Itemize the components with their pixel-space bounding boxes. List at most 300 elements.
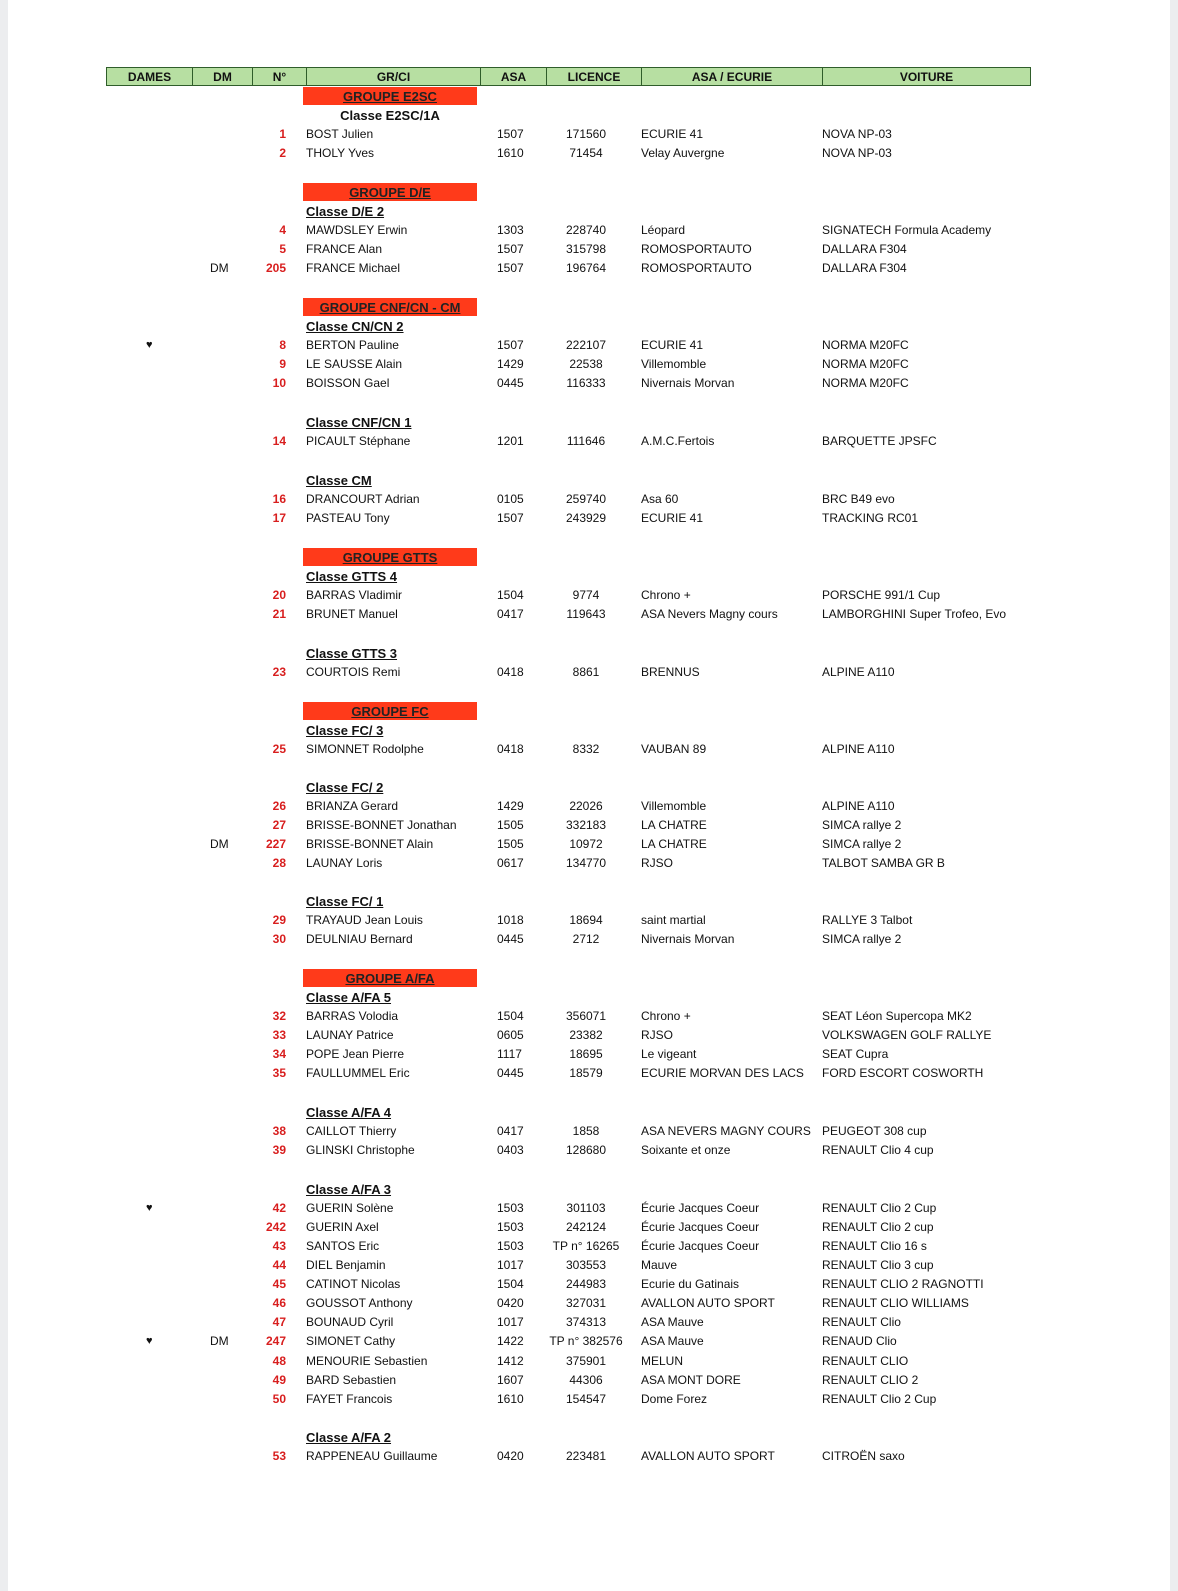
race-number: 247 xyxy=(265,1334,286,1348)
ecurie-name: ROMOSPORTAUTO xyxy=(641,242,752,256)
ecurie-name: Asa 60 xyxy=(641,492,679,506)
table-row xyxy=(8,1045,1170,1064)
car-model: BRC B49 evo xyxy=(822,492,895,506)
table-row xyxy=(8,355,1170,374)
table-row xyxy=(8,259,1170,278)
licence-number: TP n° 16265 xyxy=(552,1239,620,1253)
table-row xyxy=(8,586,1170,605)
ecurie-name: ASA MONT DORE xyxy=(641,1373,741,1387)
ecurie-name: ECURIE MORVAN DES LACS xyxy=(641,1066,804,1080)
header-asa-ecurie: ASA / ECURIE xyxy=(642,68,823,85)
table-row xyxy=(8,1390,1170,1409)
dm-marker: DM xyxy=(210,261,229,275)
ecurie-name: ASA NEVERS MAGNY COURS xyxy=(641,1124,811,1138)
licence-number: 242124 xyxy=(565,1220,607,1234)
ecurie-name: ASA Mauve xyxy=(641,1334,704,1348)
group-heading: GROUPE A/FA xyxy=(303,969,477,987)
asa-code: 0605 xyxy=(497,1028,524,1042)
driver-name: SIMONNET Rodolphe xyxy=(306,742,424,756)
driver-name: SANTOS Eric xyxy=(306,1239,380,1253)
car-model: TALBOT SAMBA GR B xyxy=(822,856,945,870)
car-model: RALLYE 3 Talbot xyxy=(822,913,913,927)
asa-code: 0417 xyxy=(497,1124,524,1138)
group-heading: GROUPE CNF/CN - CM xyxy=(303,298,477,316)
asa-code: 1429 xyxy=(497,799,524,813)
table-row xyxy=(8,1064,1170,1083)
licence-number: 44306 xyxy=(569,1373,603,1387)
header-dames: DAMES xyxy=(107,68,193,85)
race-number: 242 xyxy=(265,1220,286,1234)
race-number: 47 xyxy=(272,1315,286,1329)
licence-number: 2712 xyxy=(572,932,600,946)
driver-name: BARRAS Vladimir xyxy=(306,588,403,602)
ecurie-name: Écurie Jacques Coeur xyxy=(641,1239,760,1253)
header-number: N° xyxy=(253,68,307,85)
asa-code: 1412 xyxy=(497,1354,524,1368)
race-number: 48 xyxy=(272,1354,286,1368)
car-model: NOVA NP-03 xyxy=(822,146,892,160)
table-row xyxy=(8,490,1170,509)
asa-code: 1303 xyxy=(497,223,524,237)
table-row xyxy=(8,374,1170,393)
licence-number: 22026 xyxy=(569,799,603,813)
car-model: SIMCA rallye 2 xyxy=(822,837,902,851)
table-row xyxy=(8,911,1170,930)
car-model: RENAULT Clio 2 Cup xyxy=(822,1201,937,1215)
table-row xyxy=(8,1199,1170,1218)
driver-name: GLINSKI Christophe xyxy=(306,1143,415,1157)
asa-code: 1117 xyxy=(497,1047,522,1061)
ecurie-name: RJSO xyxy=(641,1028,674,1042)
driver-name: DIEL Benjamin xyxy=(306,1258,386,1272)
driver-name: POPE Jean Pierre xyxy=(306,1047,405,1061)
table-row xyxy=(8,605,1170,624)
asa-code: 1503 xyxy=(497,1239,524,1253)
car-model: RENAULT CLIO xyxy=(822,1354,909,1368)
licence-number: 303553 xyxy=(565,1258,607,1272)
car-model: DALLARA F304 xyxy=(822,242,907,256)
ecurie-name: Soixante et onze xyxy=(641,1143,731,1157)
asa-code: 1422 xyxy=(497,1334,524,1348)
race-number: 43 xyxy=(272,1239,286,1253)
race-number: 30 xyxy=(272,932,286,946)
car-model: RENAULT CLIO WILLIAMS xyxy=(822,1296,969,1310)
class-heading: Classe E2SC/1A xyxy=(340,108,440,123)
car-model: PEUGEOT 308 cup xyxy=(822,1124,927,1138)
race-number: 205 xyxy=(265,261,286,275)
asa-code: 0403 xyxy=(497,1143,524,1157)
dm-marker: DM xyxy=(210,1334,229,1348)
licence-number: 128680 xyxy=(565,1143,607,1157)
driver-name: BRISSE-BONNET Jonathan xyxy=(306,818,457,832)
asa-code: 1201 xyxy=(497,434,524,448)
table-row xyxy=(8,816,1170,835)
licence-number: 171560 xyxy=(565,127,607,141)
licence-number: 71454 xyxy=(569,146,603,160)
asa-code: 1504 xyxy=(497,1009,524,1023)
asa-code: 0418 xyxy=(497,665,524,679)
licence-number: 244983 xyxy=(565,1277,607,1291)
dames-heart-icon: ♥ xyxy=(146,1202,153,1214)
class-heading: Classe CM xyxy=(306,473,372,488)
licence-number: 8332 xyxy=(572,742,600,756)
race-number: 16 xyxy=(272,492,286,506)
ecurie-name: AVALLON AUTO SPORT xyxy=(641,1449,775,1463)
asa-code: 0420 xyxy=(497,1296,524,1310)
ecurie-name: saint martial xyxy=(641,913,706,927)
licence-number: 1858 xyxy=(572,1124,600,1138)
class-heading: Classe FC/ 2 xyxy=(306,780,384,795)
driver-name: TRAYAUD Jean Louis xyxy=(306,913,423,927)
table-row xyxy=(8,1294,1170,1313)
car-model: RENAULT Clio 3 cup xyxy=(822,1258,934,1272)
driver-name: MENOURIE Sebastien xyxy=(306,1354,428,1368)
car-model: RENAULT Clio xyxy=(822,1315,901,1329)
driver-name: GUERIN Axel xyxy=(306,1220,379,1234)
asa-code: 1507 xyxy=(497,261,524,275)
driver-name: DEULNIAU Bernard xyxy=(306,932,413,946)
ecurie-name: Ecurie du Gatinais xyxy=(641,1277,740,1291)
asa-code: 1505 xyxy=(497,818,524,832)
race-number: 33 xyxy=(272,1028,286,1042)
race-number: 5 xyxy=(279,242,286,256)
header-asa: ASA xyxy=(481,68,547,85)
group-heading: GROUPE E2SC xyxy=(303,87,477,105)
header-dm: DM xyxy=(193,68,253,85)
licence-number: 23382 xyxy=(569,1028,603,1042)
driver-name: BOUNAUD Cyril xyxy=(306,1315,394,1329)
asa-code: 1017 xyxy=(497,1315,524,1329)
ecurie-name: Villemomble xyxy=(641,357,707,371)
driver-name: BERTON Pauline xyxy=(306,338,399,352)
licence-number: 111646 xyxy=(566,434,606,448)
ecurie-name: Léopard xyxy=(641,223,686,237)
race-number: 29 xyxy=(272,913,286,927)
asa-code: 0445 xyxy=(497,932,524,946)
ecurie-name: Chrono + xyxy=(641,588,691,602)
race-number: 14 xyxy=(272,434,286,448)
car-model: RENAULT Clio 4 cup xyxy=(822,1143,934,1157)
table-row xyxy=(8,1352,1170,1371)
driver-name: MAWDSLEY Erwin xyxy=(306,223,408,237)
race-number: 35 xyxy=(272,1066,286,1080)
licence-number: 18695 xyxy=(569,1047,603,1061)
asa-code: 0105 xyxy=(497,492,524,506)
race-number: 26 xyxy=(272,799,286,813)
table-row xyxy=(8,854,1170,873)
asa-code: 1505 xyxy=(497,837,524,851)
licence-number: 228740 xyxy=(565,223,607,237)
race-number: 44 xyxy=(272,1258,286,1272)
table-row xyxy=(8,1026,1170,1045)
asa-code: 0445 xyxy=(497,376,524,390)
group-heading: GROUPE D/E xyxy=(303,183,477,201)
asa-code: 1503 xyxy=(497,1201,524,1215)
licence-number: 259740 xyxy=(565,492,607,506)
car-model: NORMA M20FC xyxy=(822,338,909,352)
class-heading: Classe A/FA 2 xyxy=(306,1430,392,1445)
race-number: 21 xyxy=(272,607,286,621)
table-row xyxy=(8,1141,1170,1160)
ecurie-name: Velay Auvergne xyxy=(641,146,725,160)
car-model: SEAT Cupra xyxy=(822,1047,889,1061)
driver-name: RAPPENEAU Guillaume xyxy=(306,1449,438,1463)
car-model: NORMA M20FC xyxy=(822,357,909,371)
driver-name: PICAULT Stéphane xyxy=(306,434,411,448)
class-heading: Classe A/FA 4 xyxy=(306,1105,392,1120)
asa-code: 1018 xyxy=(497,913,524,927)
licence-number: 243929 xyxy=(565,511,607,525)
car-model: NORMA M20FC xyxy=(822,376,909,390)
dames-heart-icon: ♥ xyxy=(146,339,153,351)
licence-number: 374313 xyxy=(565,1315,607,1329)
driver-name: BOST Julien xyxy=(306,127,374,141)
licence-number: 18579 xyxy=(569,1066,603,1080)
class-heading: Classe CN/CN 2 xyxy=(306,319,404,334)
table-row xyxy=(8,144,1170,163)
ecurie-name: Dome Forez xyxy=(641,1392,708,1406)
driver-name: FAYET Francois xyxy=(306,1392,393,1406)
driver-name: COURTOIS Remi xyxy=(306,665,401,679)
table-row xyxy=(8,240,1170,259)
car-model: DALLARA F304 xyxy=(822,261,907,275)
group-heading: GROUPE GTTS xyxy=(303,548,477,566)
race-number: 25 xyxy=(272,742,286,756)
driver-name: BOISSON Gael xyxy=(306,376,390,390)
car-model: NOVA NP-03 xyxy=(822,127,892,141)
asa-code: 1507 xyxy=(497,242,524,256)
driver-name: FRANCE Alan xyxy=(306,242,383,256)
ecurie-name: ASA Mauve xyxy=(641,1315,704,1329)
race-number: 10 xyxy=(272,376,286,390)
table-row xyxy=(8,663,1170,682)
asa-code: 1507 xyxy=(497,338,524,352)
asa-code: 0420 xyxy=(497,1449,524,1463)
car-model: ALPINE A110 xyxy=(822,799,895,813)
driver-name: LAUNAY Loris xyxy=(306,856,383,870)
ecurie-name: LA CHATRE xyxy=(641,837,707,851)
header-voiture: VOITURE xyxy=(899,70,954,84)
driver-name: BARD Sebastien xyxy=(306,1373,397,1387)
driver-name: SIMONET Cathy xyxy=(306,1334,396,1348)
driver-name: FAULLUMMEL Eric xyxy=(306,1066,410,1080)
licence-number: 315798 xyxy=(565,242,607,256)
table-row xyxy=(8,221,1170,240)
asa-code: 0617 xyxy=(497,856,524,870)
race-number: 227 xyxy=(265,837,286,851)
car-model: RENAULT CLIO 2 RAGNOTTI xyxy=(822,1277,984,1291)
driver-name: FRANCE Michael xyxy=(306,261,401,275)
ecurie-name: ECURIE 41 xyxy=(641,338,704,352)
ecurie-name: Écurie Jacques Coeur xyxy=(641,1220,760,1234)
race-number: 4 xyxy=(279,223,286,237)
ecurie-name: Nivernais Morvan xyxy=(641,376,735,390)
driver-name: GOUSSOT Anthony xyxy=(306,1296,413,1310)
asa-code: 1507 xyxy=(497,511,524,525)
car-model: VOLKSWAGEN GOLF RALLYE xyxy=(822,1028,992,1042)
licence-number: 301103 xyxy=(566,1201,606,1215)
licence-number: 375901 xyxy=(565,1354,607,1368)
ecurie-name: Mauve xyxy=(641,1258,678,1272)
table-row xyxy=(8,1275,1170,1294)
table-row xyxy=(8,1313,1170,1332)
class-heading: Classe CNF/CN 1 xyxy=(306,415,412,430)
licence-number: 10972 xyxy=(569,837,603,851)
table-row xyxy=(8,1122,1170,1141)
dm-marker: DM xyxy=(210,837,229,851)
header-licence: LICENCE xyxy=(547,68,642,85)
car-model: BARQUETTE JPSFC xyxy=(822,434,937,448)
driver-name: BRIANZA Gerard xyxy=(306,799,399,813)
table-row xyxy=(8,336,1170,355)
race-number: 50 xyxy=(272,1392,286,1406)
car-model: RENAULT Clio 2 Cup xyxy=(822,1392,937,1406)
driver-name: BARRAS Volodia xyxy=(306,1009,399,1023)
car-model: ALPINE A110 xyxy=(822,742,895,756)
driver-name: CATINOT Nicolas xyxy=(306,1277,401,1291)
race-number: 45 xyxy=(272,1277,286,1291)
licence-number: 9774 xyxy=(572,588,600,602)
licence-number: 154547 xyxy=(565,1392,607,1406)
ecurie-name: Le vigeant xyxy=(641,1047,697,1061)
car-model: SEAT Léon Supercopa MK2 xyxy=(822,1009,972,1023)
asa-code: 1429 xyxy=(497,357,524,371)
car-model: TRACKING RC01 xyxy=(822,511,919,525)
race-number: 53 xyxy=(272,1449,286,1463)
group-heading: GROUPE FC xyxy=(303,702,477,720)
asa-code: 0417 xyxy=(497,607,524,621)
car-model: SIMCA rallye 2 xyxy=(822,818,902,832)
ecurie-name: AVALLON AUTO SPORT xyxy=(641,1296,775,1310)
car-model: LAMBORGHINI Super Trofeo, Evo xyxy=(822,607,1007,621)
driver-name: CAILLOT Thierry xyxy=(306,1124,397,1138)
car-model: PORSCHE 991/1 Cup xyxy=(822,588,941,602)
licence-number: TP n° 382576 xyxy=(549,1334,623,1348)
asa-code: 1610 xyxy=(497,146,524,160)
class-heading: Classe FC/ 1 xyxy=(306,894,384,909)
driver-name: GUERIN Solène xyxy=(306,1201,394,1215)
race-number: 38 xyxy=(272,1124,286,1138)
race-number: 8 xyxy=(279,338,286,352)
race-number: 9 xyxy=(279,357,286,371)
car-model: RENAUD Clio xyxy=(822,1334,897,1348)
race-number: 32 xyxy=(272,1009,286,1023)
asa-code: 1017 xyxy=(497,1258,524,1272)
race-number: 42 xyxy=(272,1201,286,1215)
class-heading: Classe A/FA 5 xyxy=(306,990,392,1005)
race-number: 34 xyxy=(272,1047,286,1061)
race-number: 49 xyxy=(272,1373,286,1387)
race-number: 39 xyxy=(272,1143,286,1157)
licence-number: 18694 xyxy=(569,913,603,927)
table-row xyxy=(8,432,1170,451)
ecurie-name: RJSO xyxy=(641,856,674,870)
ecurie-name: ECURIE 41 xyxy=(641,127,704,141)
licence-number: 196764 xyxy=(565,261,607,275)
licence-number: 356071 xyxy=(565,1009,607,1023)
table-row xyxy=(8,1447,1170,1466)
asa-code: 0418 xyxy=(497,742,524,756)
class-heading: Classe A/FA 3 xyxy=(306,1182,392,1197)
race-number: 27 xyxy=(272,818,286,832)
driver-name: BRISSE-BONNET Alain xyxy=(306,837,434,851)
race-number: 20 xyxy=(272,588,286,602)
race-number: 23 xyxy=(272,665,286,679)
asa-code: 1503 xyxy=(497,1220,524,1234)
driver-name: PASTEAU Tony xyxy=(306,511,390,525)
ecurie-name: ECURIE 41 xyxy=(641,511,704,525)
car-model: SIMCA rallye 2 xyxy=(822,932,902,946)
car-model: RENAULT Clio 16 s xyxy=(822,1239,927,1253)
licence-number: 119643 xyxy=(566,607,606,621)
driver-name: LE SAUSSE Alain xyxy=(306,357,403,371)
asa-code: 0445 xyxy=(497,1066,524,1080)
asa-code: 1507 xyxy=(497,127,524,141)
table-row xyxy=(8,1007,1170,1026)
car-model: SIGNATECH Formula Academy xyxy=(822,223,992,237)
driver-name: BRUNET Manuel xyxy=(306,607,398,621)
asa-code: 1504 xyxy=(497,1277,524,1291)
class-heading: Classe D/E 2 xyxy=(306,204,385,219)
driver-name: DRANCOURT Adrian xyxy=(306,492,420,506)
ecurie-name: ROMOSPORTAUTO xyxy=(641,261,752,275)
table-row xyxy=(8,509,1170,528)
table-row xyxy=(8,740,1170,759)
table-row xyxy=(8,1256,1170,1275)
dames-heart-icon: ♥ xyxy=(146,1335,153,1347)
ecurie-name: MELUN xyxy=(641,1354,684,1368)
race-number: 2 xyxy=(279,146,286,160)
car-model: CITROËN saxo xyxy=(822,1449,905,1463)
race-number: 28 xyxy=(272,856,286,870)
table-row xyxy=(8,125,1170,144)
class-heading: Classe GTTS 4 xyxy=(306,569,398,584)
licence-number: 222107 xyxy=(565,338,607,352)
ecurie-name: A.M.C.Fertois xyxy=(641,434,715,448)
document-page xyxy=(8,0,1170,1591)
class-heading: Classe FC/ 3 xyxy=(306,723,384,738)
ecurie-name: ASA Nevers Magny cours xyxy=(641,607,778,621)
ecurie-name: Villemomble xyxy=(641,799,707,813)
driver-name: LAUNAY Patrice xyxy=(306,1028,394,1042)
driver-name: THOLY Yves xyxy=(306,146,375,160)
licence-number: 22538 xyxy=(569,357,603,371)
header-group-class: GR/CI xyxy=(307,68,481,85)
asa-code: 1607 xyxy=(497,1373,524,1387)
ecurie-name: Écurie Jacques Coeur xyxy=(641,1201,760,1215)
ecurie-name: LA CHATRE xyxy=(641,818,707,832)
ecurie-name: BRENNUS xyxy=(641,665,700,679)
race-number: 46 xyxy=(272,1296,286,1310)
car-model: FORD ESCORT COSWORTH xyxy=(822,1066,984,1080)
car-model: RENAULT CLIO 2 xyxy=(822,1373,919,1387)
table-row xyxy=(8,797,1170,816)
table-header xyxy=(106,67,1031,86)
licence-number: 223481 xyxy=(565,1449,607,1463)
race-number: 17 xyxy=(272,511,286,525)
table-row xyxy=(8,1332,1170,1351)
table-row xyxy=(8,1371,1170,1390)
table-row xyxy=(8,835,1170,854)
licence-number: 327031 xyxy=(565,1296,607,1310)
licence-number: 116333 xyxy=(566,376,606,390)
class-heading: Classe GTTS 3 xyxy=(306,646,398,661)
race-number: 1 xyxy=(279,127,286,141)
ecurie-name: Chrono + xyxy=(641,1009,691,1023)
car-model: ALPINE A110 xyxy=(822,665,895,679)
table-row xyxy=(8,1237,1170,1256)
car-model: RENAULT Clio 2 cup xyxy=(822,1220,934,1234)
